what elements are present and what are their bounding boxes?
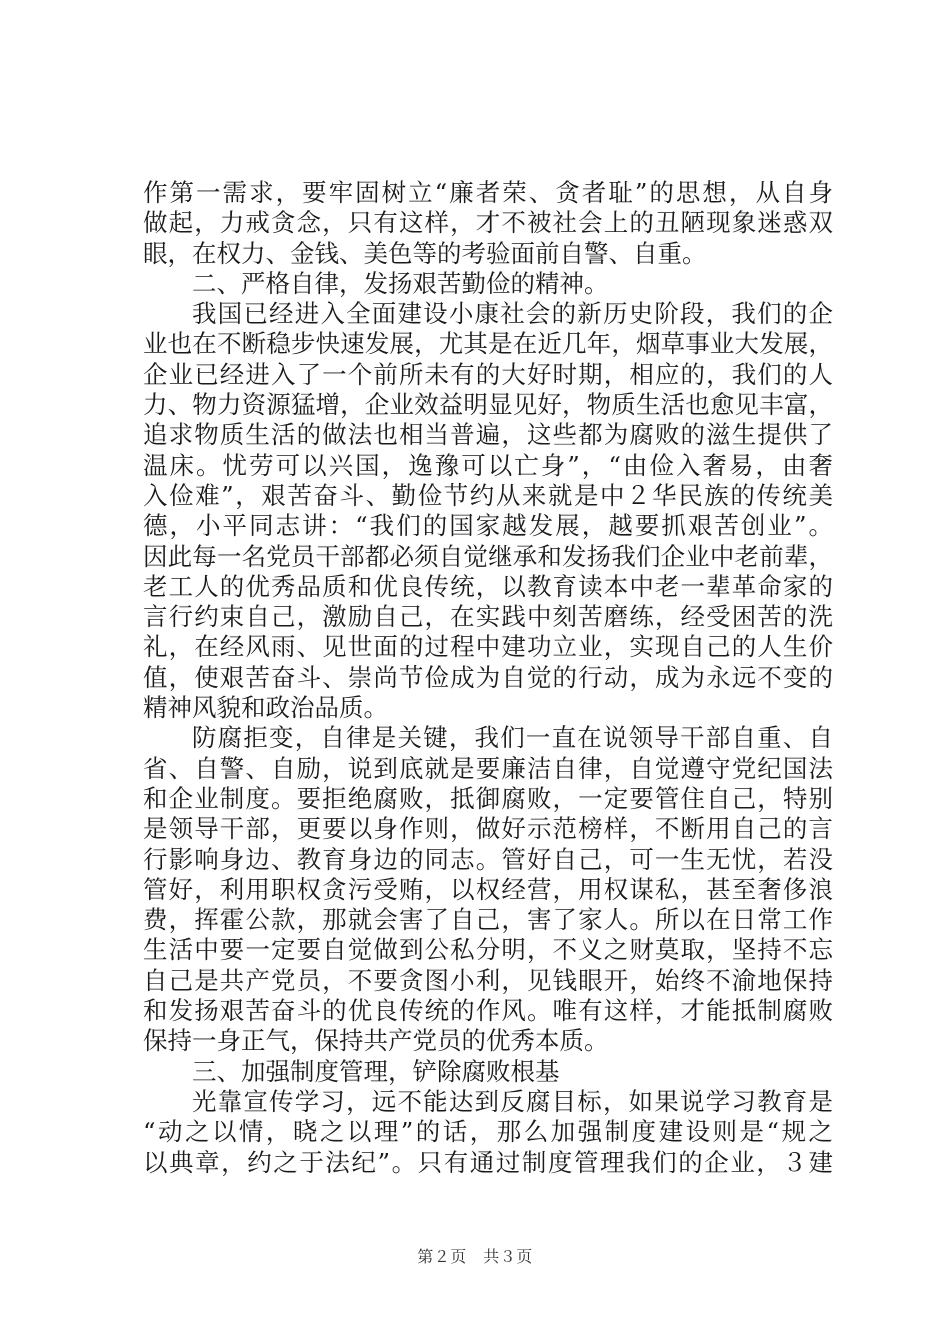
text-line: 德，小平同志讲：“我们的国家越发展，越要抓艰苦创业”。 — [143, 511, 833, 541]
text-line: 是领导干部，更要以身作则，做好示范榜样，不断用自己的言 — [143, 814, 833, 844]
text-line: 以典章，约之于法纪”。只有通过制度管理我们的企业，３建 — [143, 1147, 833, 1177]
text-line: 值，使艰苦奋斗、崇尚节俭成为自觉的行动，成为永远不变的 — [143, 662, 833, 692]
text-line: 因此每一名党员干部都必须自觉继承和发扬我们企业中老前辈， — [143, 541, 833, 571]
section-heading: 二、严格自律，发扬艰苦勤俭的精神。 — [192, 268, 609, 298]
text-line: 业也在不断稳步快速发展，尤其是在近几年，烟草事业大发展， — [143, 329, 833, 359]
text-line: 入俭难”，艰苦奋斗、勤俭节约从来就是中２华民族的传统美 — [143, 480, 833, 510]
section-heading: 三、加强制度管理，铲除腐败根基 — [192, 1056, 560, 1086]
text-line: 做起，力戒贪念，只有这样，才不被社会上的丑陋现象迷惑双 — [143, 208, 833, 238]
text-line: 防腐拒变，自律是关键，我们一直在说领导干部自重、自 — [192, 723, 833, 753]
text-line: 精神风貌和政治品质。 — [143, 693, 388, 723]
text-line: 言行约束自己，激励自己，在实践中刻苦磨练，经受困苦的洗 — [143, 602, 833, 632]
text-line: 老工人的优秀品质和优良传统，以教育读本中老一辈革命家的 — [143, 571, 833, 601]
text-line: 力、物力资源猛增，企业效益明显见好，物质生活也愈见丰富， — [143, 390, 833, 420]
text-line: 省、自警、自励，说到底就是要廉洁自律，自觉遵守党纪国法 — [143, 753, 833, 783]
text-line: 礼，在经风雨、见世面的过程中建功立业，实现自己的人生价 — [143, 632, 833, 662]
text-line: 追求物质生活的做法也相当普遍，这些都为腐败的滋生提供了 — [143, 420, 833, 450]
text-line: 和企业制度。要拒绝腐败，抵御腐败，一定要管住自己，特别 — [143, 783, 833, 813]
text-line: 行影响身边、教育身边的同志。管好自己，可一生无忧，若没 — [143, 844, 833, 874]
text-line: 眼，在权力、金钱、美色等的考验面前自警、自重。 — [143, 238, 707, 268]
text-line: 管好，利用职权贪污受贿，以权经营，用权谋私，甚至奢侈浪 — [143, 874, 833, 904]
text-line: 保持一身正气，保持共产党员的优秀本质。 — [143, 1026, 609, 1056]
text-line: 和发扬艰苦奋斗的优良传统的作风。唯有这样，才能抵制腐败 — [143, 996, 833, 1026]
document-body — [143, 178, 833, 1178]
text-line: 光靠宣传学习，远不能达到反腐目标，如果说学习教育是 — [192, 1086, 833, 1116]
text-line: 企业已经进入了一个前所未有的大好时期，相应的，我们的人 — [143, 359, 833, 389]
page-number-footer: 第２页 共３页 — [417, 1247, 533, 1266]
text-line: 生活中要一定要自觉做到公私分明，不义之财莫取，坚持不忘 — [143, 935, 833, 965]
text-line: 我国已经进入全面建设小康社会的新历史阶段，我们的企 — [192, 299, 833, 329]
text-line: 自己是共产党员，不要贪图小利，见钱眼开，始终不渝地保持 — [143, 965, 833, 995]
text-line: “动之以情，晓之以理”的话，那么加强制度建设则是“规之 — [143, 1117, 833, 1147]
text-line: 温床。忧劳可以兴国，逸豫可以亡身”，“由俭入奢易，由奢 — [143, 450, 833, 480]
text-line: 作第一需求，要牢固树立“廉者荣、贪者耻”的思想，从自身 — [143, 178, 833, 207]
text-line: 费，挥霍公款，那就会害了自己，害了家人。所以在日常工作 — [143, 905, 833, 935]
